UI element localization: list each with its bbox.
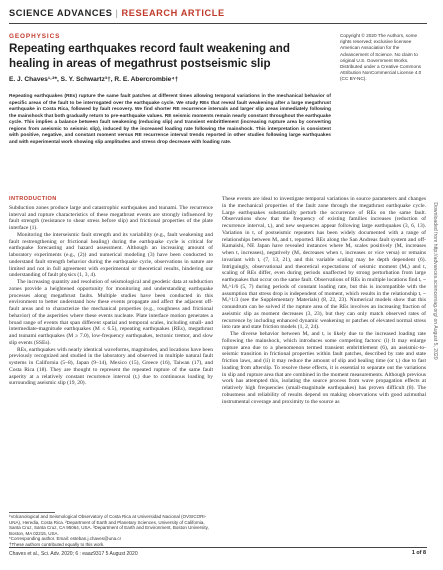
footnote-rule — [9, 512, 55, 513]
download-watermark-text: Downloaded from http://advances.sciencemag.org/ on August 5, 2020 — [432, 202, 438, 360]
article-type: RESEARCH ARTICLE — [121, 8, 225, 18]
author-list: E. J. Chaves¹·²*, S. Y. Schwartz³†, R. E. Abercrombie⁴† — [9, 76, 179, 83]
body-paragraph: These events are ideal to investigate temporal variations in source parameters and changes in the mechanical properties of the fault zone through the megathrust earthquake cycle. Large earthquakes substantially perturb the occurrence of REs on the same fault. Observations show that the frequency of existing families increases (reduction of recurrence interval, tᵣ), and new sequences appear following large earthquakes (3, 6, 13). Variation in tᵣ of postseismic repeaters has been widely documented with a range of relationships between Mₒ and tᵣ reported. REs along the San Andreas fault system and off-Kamaishi, NE Japan have revealed instances where Mₒ scales positively (Mₒ increases when tᵣ increases), negatively (Mₒ decreases when tᵣ increases or vice versa) or remains invariant with tᵣ (7, 13, 21), and this variable scaling may be depth dependent (6). Intriguingly, observational and theoretical expectations of seismic moment (Mₒ) and tᵣ scaling of REs differ, even during periods unaffected by strong perturbation from large earthquakes that occur on the same fault. Observations of REs in multiple locations find tᵣ ~ Mₒ^1/6 (5, 7) during periods of constant loading rate, but this is incompatible with the assumption that stress drop is independent of moment, which results in the relationship tᵣ ~ Mₒ^1/3 (see the Supplementary Materials) (8, 22, 23). Numerical models show that this conundrum can be solved if the rupture area of the REs involves an increasing fraction of aseismic slip as moment decreases (3, 23), but they can only match observed rates of recurrence by including enhanced dynamic weakening or patches of elevated normal stress into rate and state friction models (1, 2, 24). — [222, 196, 426, 331]
body-paragraph: Subduction zones produce large and catastrophic earthquakes and tsunami. The recurrence interval and rupture characteristics of these megathrust events are strongly influenced by fault strength (resistance to shear stress before slip) and frictional properties of the plate interface (1). — [9, 204, 213, 231]
download-watermark — [427, 140, 443, 422]
footer-rule — [9, 547, 427, 548]
affiliation-footnote: ¹Volcanological and Seismological Observatory of Costa Rica at Universidad Nacional (OVSICORI-UNA), Heredia, Costa Rica. ²Department of Earth and Planetary Sciences, University of California, Santa Cruz, Santa Cruz, CA 95064, USA. ³Department of Earth and Environment, Boston University, Boston, MA 02215, USA. — [9, 514, 209, 536]
header-rule — [9, 23, 427, 24]
corresponding-author-footnote: *Corresponding author. Email: esteban.j.chaves@una.cr — [9, 536, 122, 542]
body-paragraph: The diverse behavior between Mₒ and tᵣ is likely due to the increased loading rate following the mainshock, which introduces some competing factors: (i) It may enlarge rupture area due to a phenomenon termed transient embrittlement (6), an aseismic-to-seismic transition in frictional properties within fault patches, described by rate and state friction laws, and (ii) it may reduce the amount of slip and healing time (or tᵣ) due to fast loading from afterslip. To resolve these effects, it is essential to separate out the variations in slip and rupture area that are combined in the moment measurements. Although previous work has attempted this, isolating the source process from wave propagation effects at relatively high frequencies (small-magnitude earthquakes) has proven difficult (8). The robustness and reliability of results depend on making observations with good azimuthal instrumental coverage and proximity to the source as — [222, 331, 426, 405]
subject-category: GEOPHYSICS — [9, 33, 61, 40]
journal-header — [9, 8, 427, 18]
body-paragraph: REs, earthquakes with nearly identical waveforms, magnitudes, and locations have been previously recognized and studied in the laboratory and observed in multiple natural fault systems in California (5–8), Japan (9–14), Mexico (15), Greece (16), Taiwan (17), and Costa Rica (18). They are thought to represent the repeated rupture of the same fault asperity at a relatively constant recurrence interval (tᵣ) due to continuous loading by surrounding aseismic slip (19, 20). — [9, 346, 213, 387]
introduction-heading: INTRODUCTION — [9, 196, 57, 202]
abstract: Repeating earthquakes (REs) rupture the same fault patches at different times allowing temporal variations in the mechanical behavior of specific areas of the fault to be interrogated over the earthquake cycle. We study REs that reveal fault weakening after a large megathrust earthquake in Costa Rica, followed by fault recovery. We find shorter RE recurrence intervals and larger slip areas immediately following the mainshock that both gradually return to pre-earthquake values. RE seismic moments remain nearly constant throughout the earthquake cycle. This implies a balance between fault weakening (reducing slip) and transient embrittlement (increasing rupture area by converting regions from aseismic to seismic slip), induced by the increased loading rate following the mainshock. This interpretation is consistent with positive, negative, and constant moment versus RE recurrence interval trends reported in other studies following large earthquakes and with experimental work showing slip amplitudes and stress drop decrease with loading rate. — [9, 94, 331, 145]
footer-citation: Chaves et al., Sci. Adv. 2020; 6 : eaaz9317 5 August 2020 — [9, 551, 138, 557]
body-column-right — [222, 196, 426, 405]
body-paragraph: Monitoring the interseismic fault strength and its variability (e.g., fault weakening and fault restrengthening or frictional healing) during the earthquake cycle is critical for earthquake forecasting and hazard assessment. Although an increasing amount of laboratory experiments (e.g., (2)) and numerical modeling (3) have been conducted to understand fault strength behavior during the earthquake cycle, observations in nature are limited and not in full agreement with experimental or theoretical results, hindering our understanding of fault physics (1, 3, 4). — [9, 231, 213, 279]
article-title: Repeating earthquakes record fault weakening and healing in areas of megathrust postseismic slip — [9, 42, 290, 70]
header-separator: | — [115, 8, 119, 18]
page-number: 1 of 8 — [411, 550, 426, 556]
body-column-left — [9, 196, 213, 387]
journal-name: SCIENCE ADVANCES — [9, 8, 113, 18]
body-paragraph: The increasing quantity and resolution of seismological and geodetic data at subduction zones provide a heightened opportunity for monitoring and understanding earthquake processes along megathrust faults. Multiple studies have been conducted in this environment to better understand how these events propagate and affect the adjacent off-fault areas and to characterize the mechanical properties (e.g., roughness and frictional behavior) of the asperities where these events nucleate. Plate interface motion generates a broad range of events that span different spatial and temporal scales, including small- and intermediate-magnitude earthquakes (M ≤ 6.5), repeating earthquakes (REs), megathrust and tsunami earthquakes (M ≥ 7.0), low-frequency earthquakes, tectonic tremor, and slow slip events (SSEs). — [9, 279, 213, 346]
copyright-notice: Copyright © 2020 The Authors, some rights reserved; exclusive licensee American Association for the Advancement of Science. No claim to original U.S. Government Works. Distributed under a Creative Commons Attribution NonCommercial License 4.0 (CC BY-NC). — [340, 33, 422, 82]
equal-contribution-footnote: †These authors contributed equally to this work. — [9, 541, 105, 547]
footnotes — [9, 514, 213, 548]
